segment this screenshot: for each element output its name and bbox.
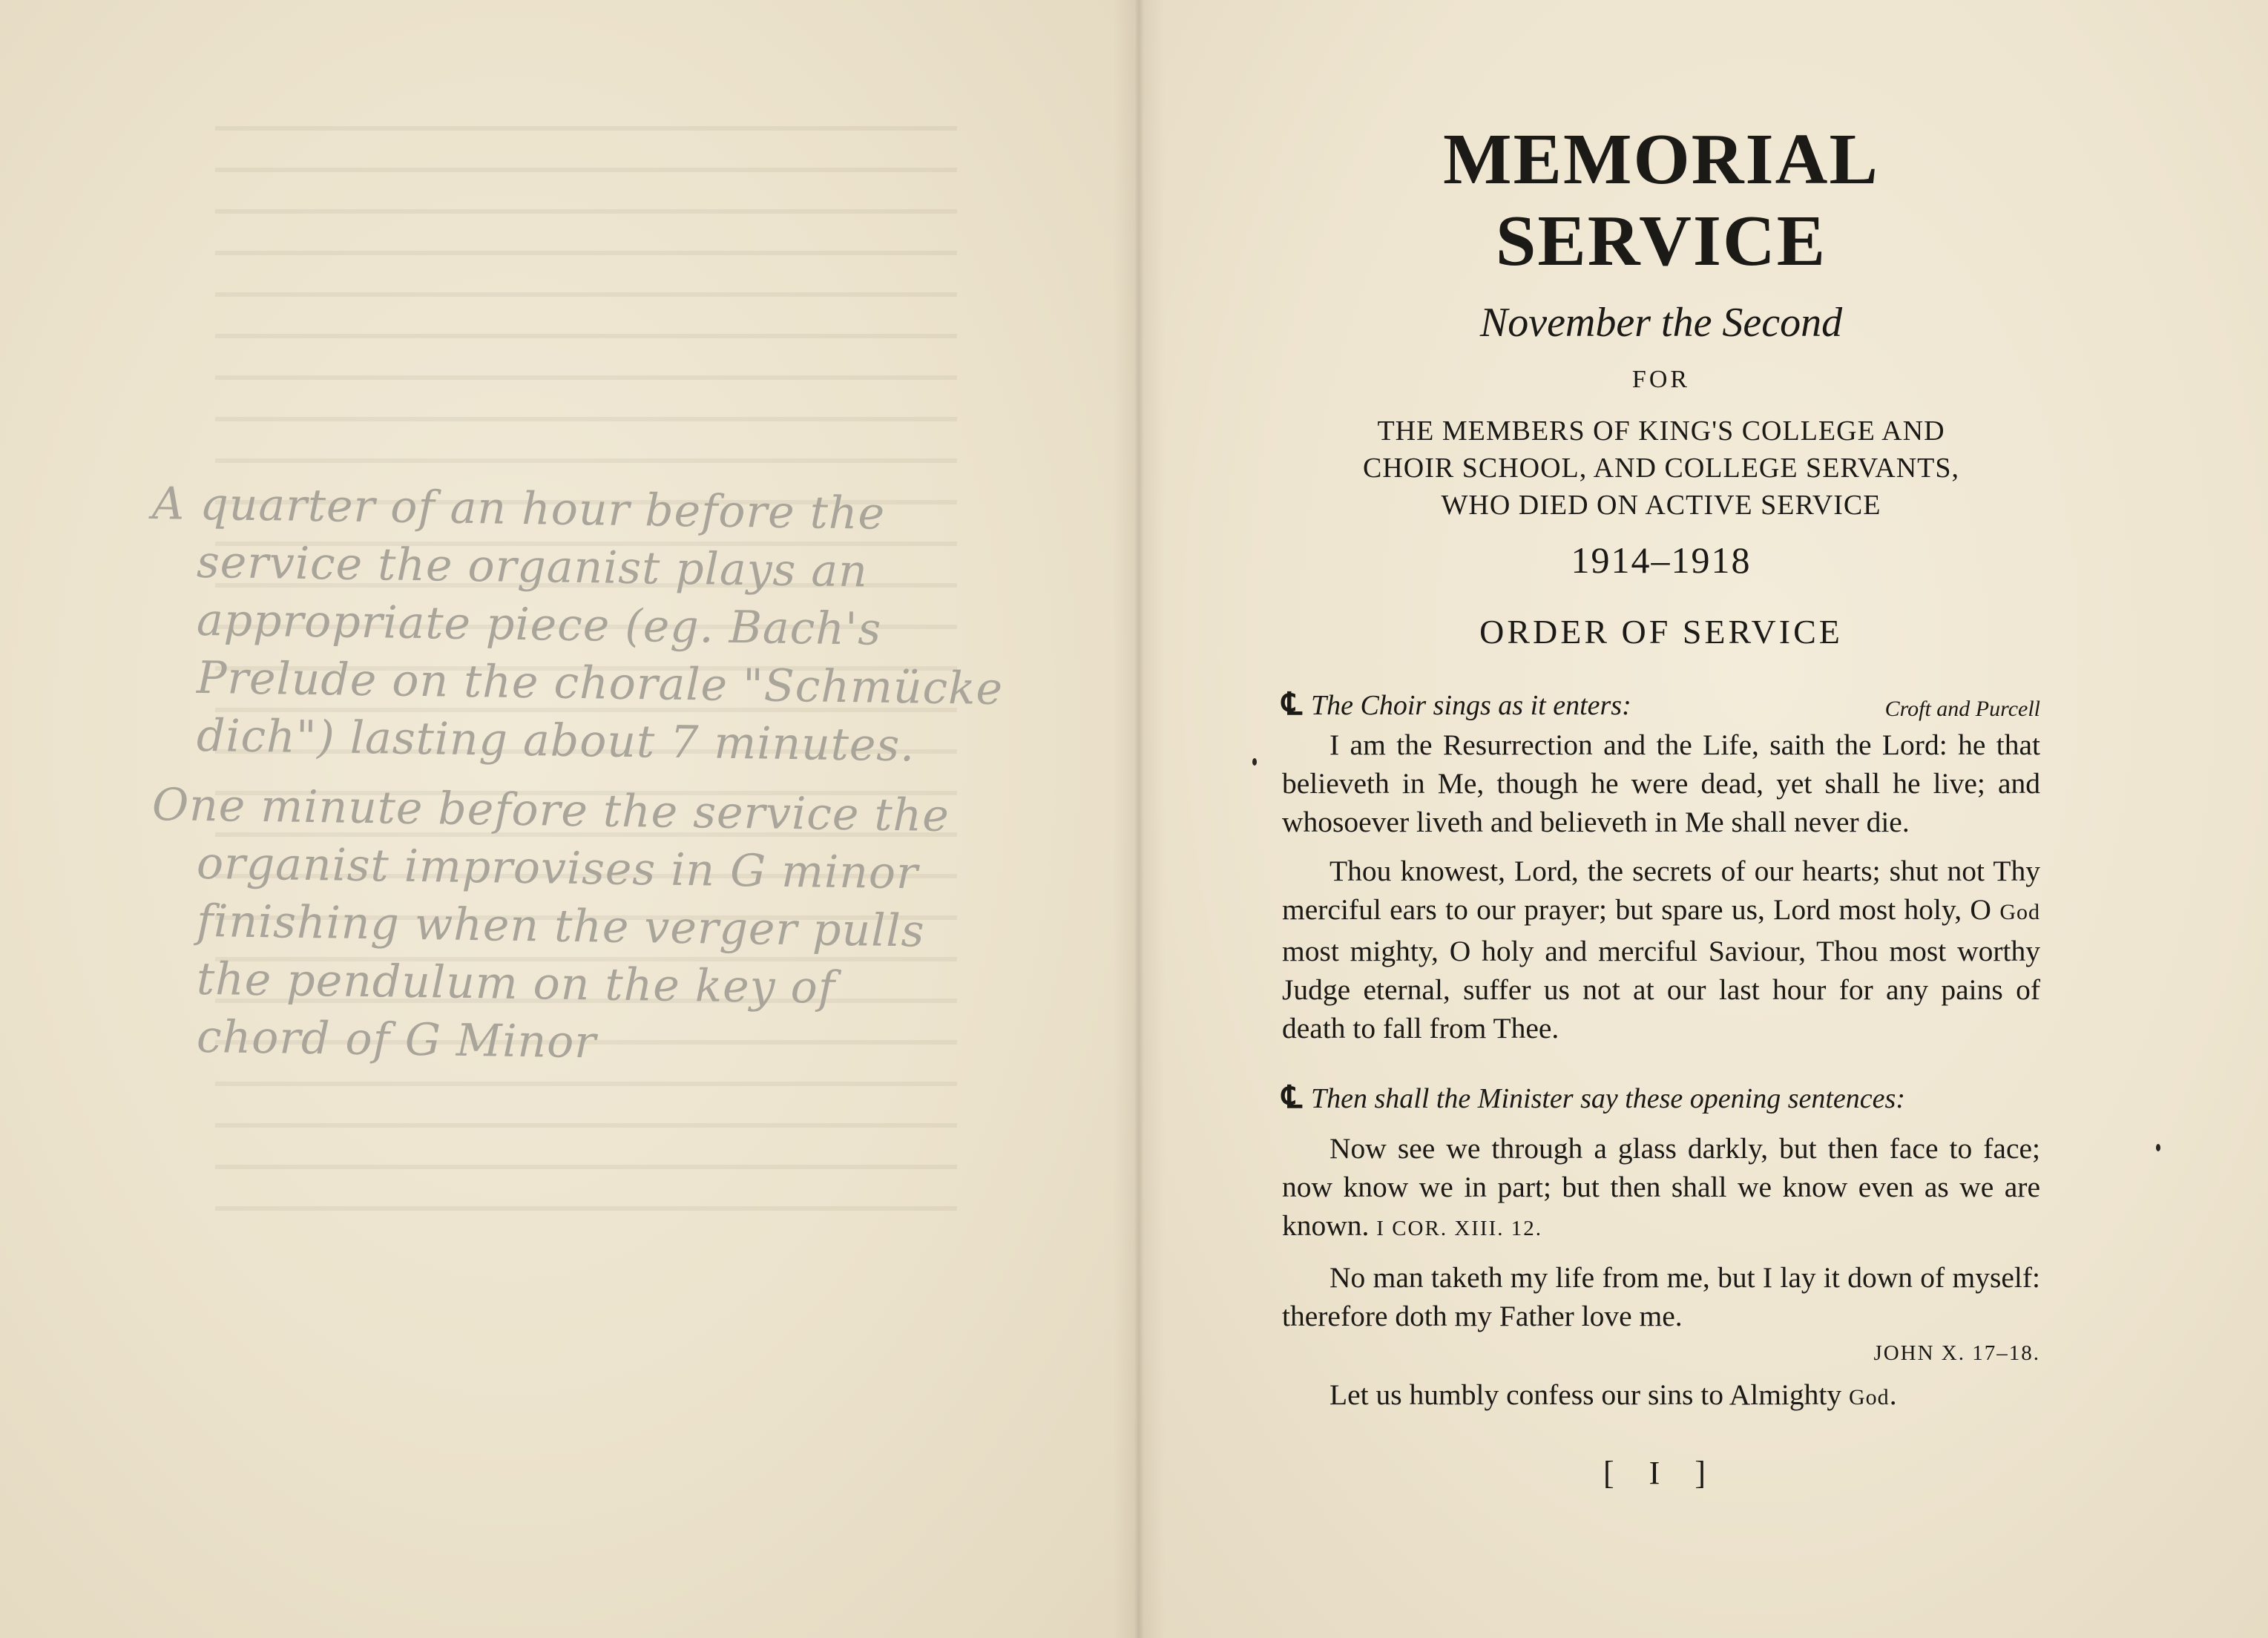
sentence-confess: [1282, 1374, 2040, 1418]
note-line: A quarter of an hour before the: [151, 478, 886, 540]
order-heading: ORDER OF SERVICE: [1479, 613, 1843, 651]
sentence-no-man-taketh: No man taketh my life from me, but I lay it down of myself: therefore doth my Father love me.: [1282, 1261, 2040, 1332]
ink-speck: [1252, 758, 1257, 766]
note-line: appropriate piece (eg. Bach's: [196, 593, 882, 656]
for-label: FOR: [1631, 366, 1691, 393]
note-line: the pendulum on the key of: [196, 953, 836, 1014]
sentence-resurrection: I am the Resurrection and the Life, saith the Lord: he that believeth in Me, though he were dead, yet shall he live; and whosoever liveth and believeth in Me shall never die.: [1282, 728, 2040, 838]
rubric-row: [1282, 1077, 2040, 1119]
rubric: [1282, 690, 1631, 721]
page-number: [ I ]: [1603, 1455, 1719, 1491]
rubric-text: Then shall the Minister say these opening sentences:: [1310, 1083, 1905, 1114]
note-line: chord of G Minor: [196, 1010, 597, 1069]
scripture-reference: JOHN X. 17–18.: [1873, 1341, 2040, 1365]
handwritten-note: [151, 475, 1028, 1069]
sentence-text: Now see we through a glass darkly, but then face to face; now know we in part; but then shall we know even as we are known.: [1282, 1132, 2040, 1242]
dedication: [1282, 412, 2040, 524]
service-date: November the Second: [1479, 300, 1843, 346]
note-line: Prelude on the chorale "Schmücke: [196, 651, 1004, 716]
dedication-line: THE MEMBERS OF KING'S COLLEGE AND: [1377, 415, 1945, 447]
rubric: [1282, 1083, 1905, 1114]
small-caps-god: God: [1849, 1385, 1890, 1410]
rubric-text: The Choir sings as it enters:: [1310, 690, 1631, 721]
paragraph-mark-icon: ℄: [1282, 1081, 1302, 1115]
sentence-text: Thou knowest, Lord, the secrets of our hearts; shut not Thy merciful ears to our prayer; but spare us, Lord most holy, O: [1282, 855, 2040, 926]
note-line: finishing when the verger pulls: [196, 895, 925, 958]
war-years: 1914–1918: [1571, 539, 1752, 581]
sentence-glass-darkly: [1282, 1129, 2040, 1248]
dedication-line: CHOIR SCHOOL, AND COLLEGE SERVANTS,: [1363, 453, 1959, 484]
order-of-service: [1282, 119, 2040, 1492]
sentence-text: .: [1889, 1378, 1897, 1411]
sentence-thou-knowest: [1282, 852, 2040, 1047]
composer-credit: Croft and Purcell: [1884, 697, 2040, 721]
sentence-text: most mighty, O holy and merciful Saviour, Thou most worthy Judge eternal, suffer us not at our last hour for any pains of death to fall from Thee.: [1282, 935, 2040, 1045]
page-title: MEMORIAL SERVICE: [1443, 119, 1879, 281]
note-line: One minute before the service the: [151, 779, 950, 843]
book-gutter: [1113, 0, 1165, 1638]
dedication-line: WHO DIED ON ACTIVE SERVICE: [1441, 490, 1881, 521]
paragraph-mark-icon: ℄: [1282, 688, 1302, 722]
note-line: organist improvises in G minor: [196, 837, 919, 900]
sentence-text: Let us humbly confess our sins to Almighty: [1329, 1378, 1850, 1411]
note-line: dich") lasting about 7 minutes.: [196, 709, 916, 772]
small-caps-god: God: [1999, 900, 2040, 924]
note-line: service the organist plays an: [196, 536, 869, 598]
scripture-reference: I COR. XIII. 12.: [1376, 1217, 1542, 1240]
rubric-row: [1282, 684, 2040, 726]
ink-speck: [2156, 1144, 2160, 1151]
